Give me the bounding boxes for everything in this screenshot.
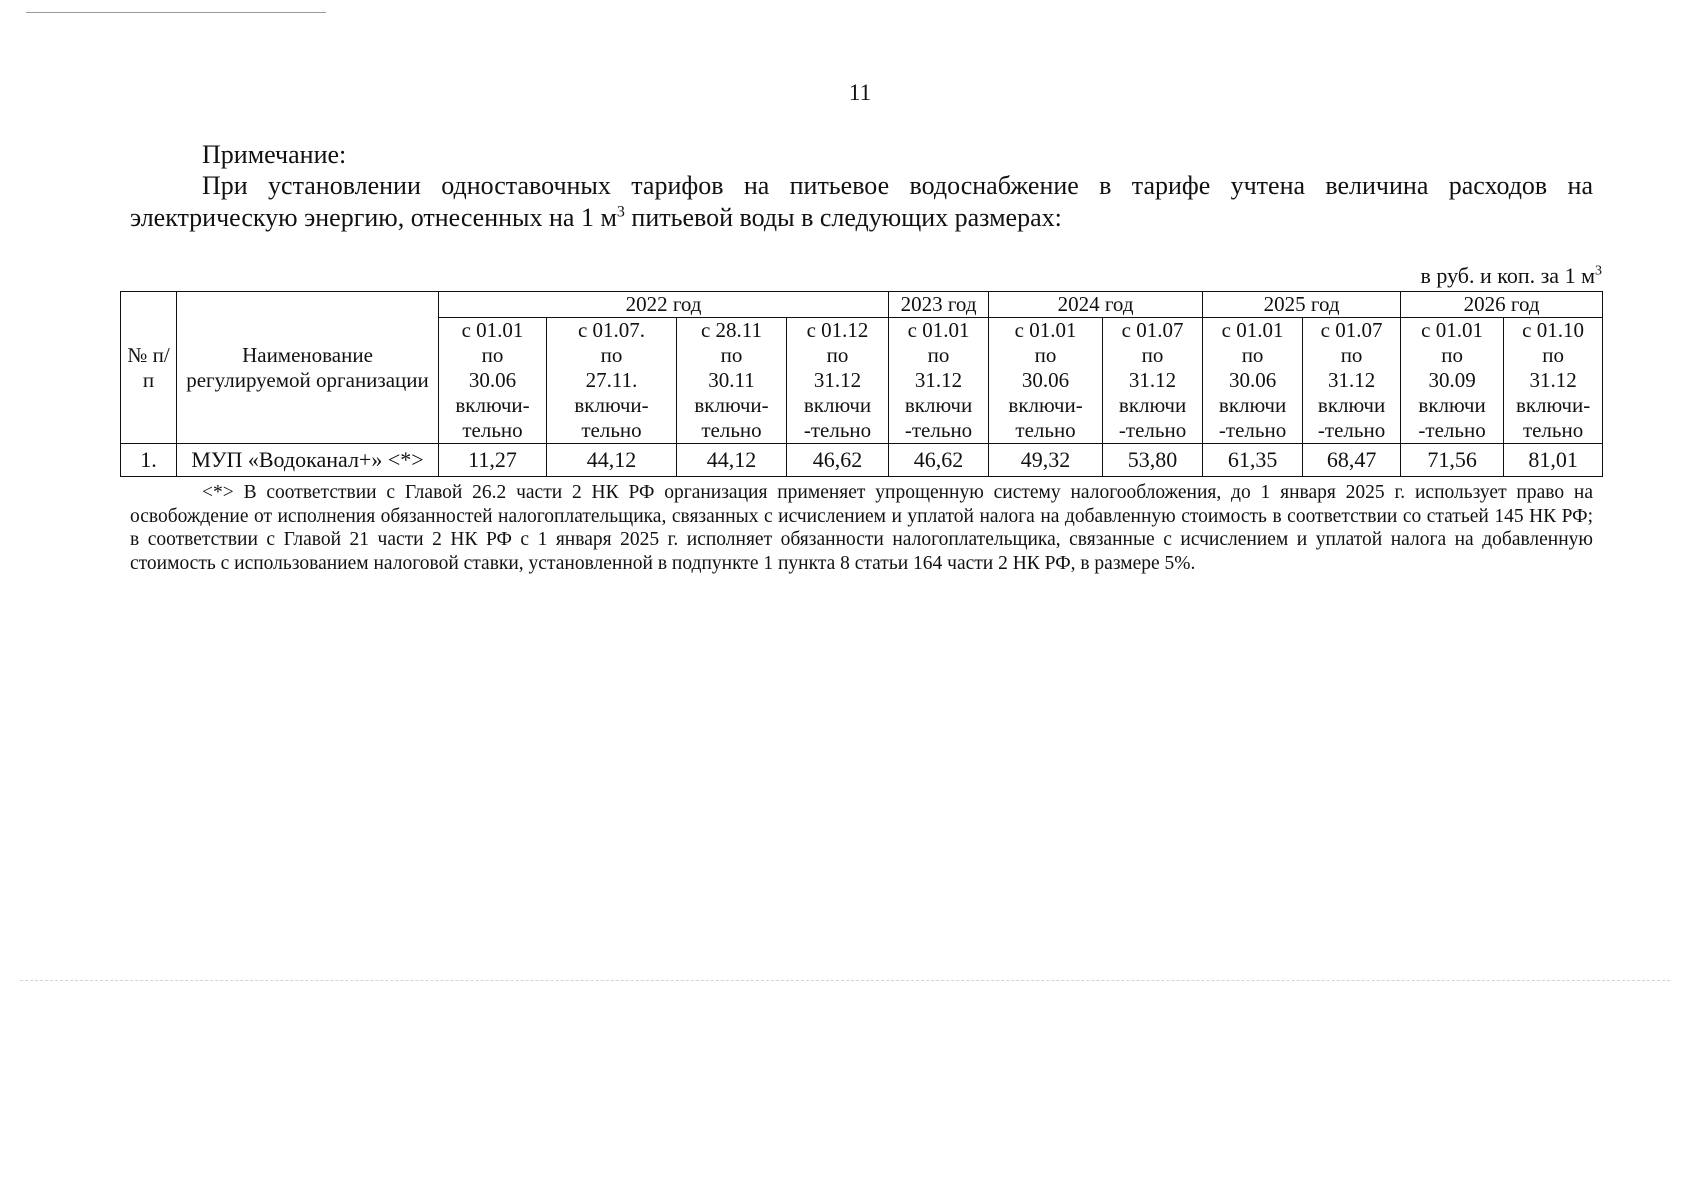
note-text-sup: 3: [616, 203, 625, 221]
scan-artifact-line: [20, 980, 1670, 981]
period-header: с 01.07 по 31.12 включи -тельно: [1303, 318, 1401, 444]
year-header-2022: 2022 год: [439, 292, 889, 318]
note-text-end: питьевой воды в следующих размерах:: [624, 203, 1062, 232]
tariff-table: [120, 291, 1603, 477]
tariff-value-cell: 44,12: [547, 444, 677, 477]
units-sup: 3: [1595, 263, 1602, 279]
note-text: [130, 170, 1593, 234]
year-header-2023: 2023 год: [889, 292, 989, 318]
period-header: с 01.01 по 30.06 включи- тельно: [439, 318, 547, 444]
year-header-2025: 2025 год: [1203, 292, 1401, 318]
tariff-value-cell: 61,35: [1203, 444, 1303, 477]
period-header: с 01.12 по 31.12 включи -тельно: [787, 318, 889, 444]
tariff-value-cell: 49,32: [989, 444, 1103, 477]
organization-cell: МУП «Водоканал+» <*>: [177, 444, 439, 477]
tariff-value-cell: 53,80: [1103, 444, 1203, 477]
year-header-row: [121, 292, 1603, 318]
tariff-value-cell: 81,01: [1504, 444, 1603, 477]
tariff-value-cell: 11,27: [439, 444, 547, 477]
col-number-header: № п/п: [121, 292, 177, 444]
note-text-main: При установлении одноставочных тарифов на питьевое водоснабжение в тарифе учтена величина расходов на электрическую энергию, отнесенных на 1 м: [130, 171, 1593, 232]
tariff-value-cell: 46,62: [787, 444, 889, 477]
period-header: с 01.01 по 30.06 включи -тельно: [1203, 318, 1303, 444]
tariff-value-cell: 46,62: [889, 444, 989, 477]
period-header: с 01.10 по 31.12 включи- тельно: [1504, 318, 1603, 444]
units-text: в руб. и коп. за 1 м: [1420, 263, 1595, 288]
note-title: Примечание:: [202, 140, 347, 169]
tariff-value-cell: 44,12: [677, 444, 787, 477]
top-rule: [26, 12, 326, 13]
period-header: с 01.01 по 30.06 включи- тельно: [989, 318, 1103, 444]
tariff-value-cell: 71,56: [1401, 444, 1504, 477]
year-header-2024: 2024 год: [989, 292, 1203, 318]
units-label: [1421, 263, 1603, 289]
col-organization-header: Наименование регулируемой организации: [177, 292, 439, 444]
period-header: с 01.01 по 31.12 включи -тельно: [889, 318, 989, 444]
table-row: [121, 444, 1603, 477]
row-number-cell: 1.: [121, 444, 177, 477]
tariff-value-cell: 68,47: [1303, 444, 1401, 477]
footnote: <*> В соответствии с Главой 26.2 части 2 НК РФ организация применяет упрощенную систему налогообложения, до 1 января 2025 г. использует право на освобождение от исполнения обязанностей налогоплательщика, связанных с исчислением и уплатой налога на добавленную стоимость в соответствии со статьей 145 НК РФ; в соответствии с Главой 21 части 2 НК РФ с 1 января 2025 г. исполняет обязанности налогоплательщика, связанные с исчислением и уплатой налога на добавленную стоимость с использованием налоговой ставки, установленной в подпункте 1 пункта 8 статьи 164 части 2 НК РФ, в размере 5%.: [130, 482, 1593, 574]
period-header: с 01.01 по 30.09 включи -тельно: [1401, 318, 1504, 444]
page-number: 11: [848, 80, 872, 105]
period-header: с 01.07. по 27.11. включи- тельно: [547, 318, 677, 444]
year-header-2026: 2026 год: [1401, 292, 1603, 318]
period-header: с 01.07 по 31.12 включи -тельно: [1103, 318, 1203, 444]
period-header: с 28.11 по 30.11 включи- тельно: [677, 318, 787, 444]
